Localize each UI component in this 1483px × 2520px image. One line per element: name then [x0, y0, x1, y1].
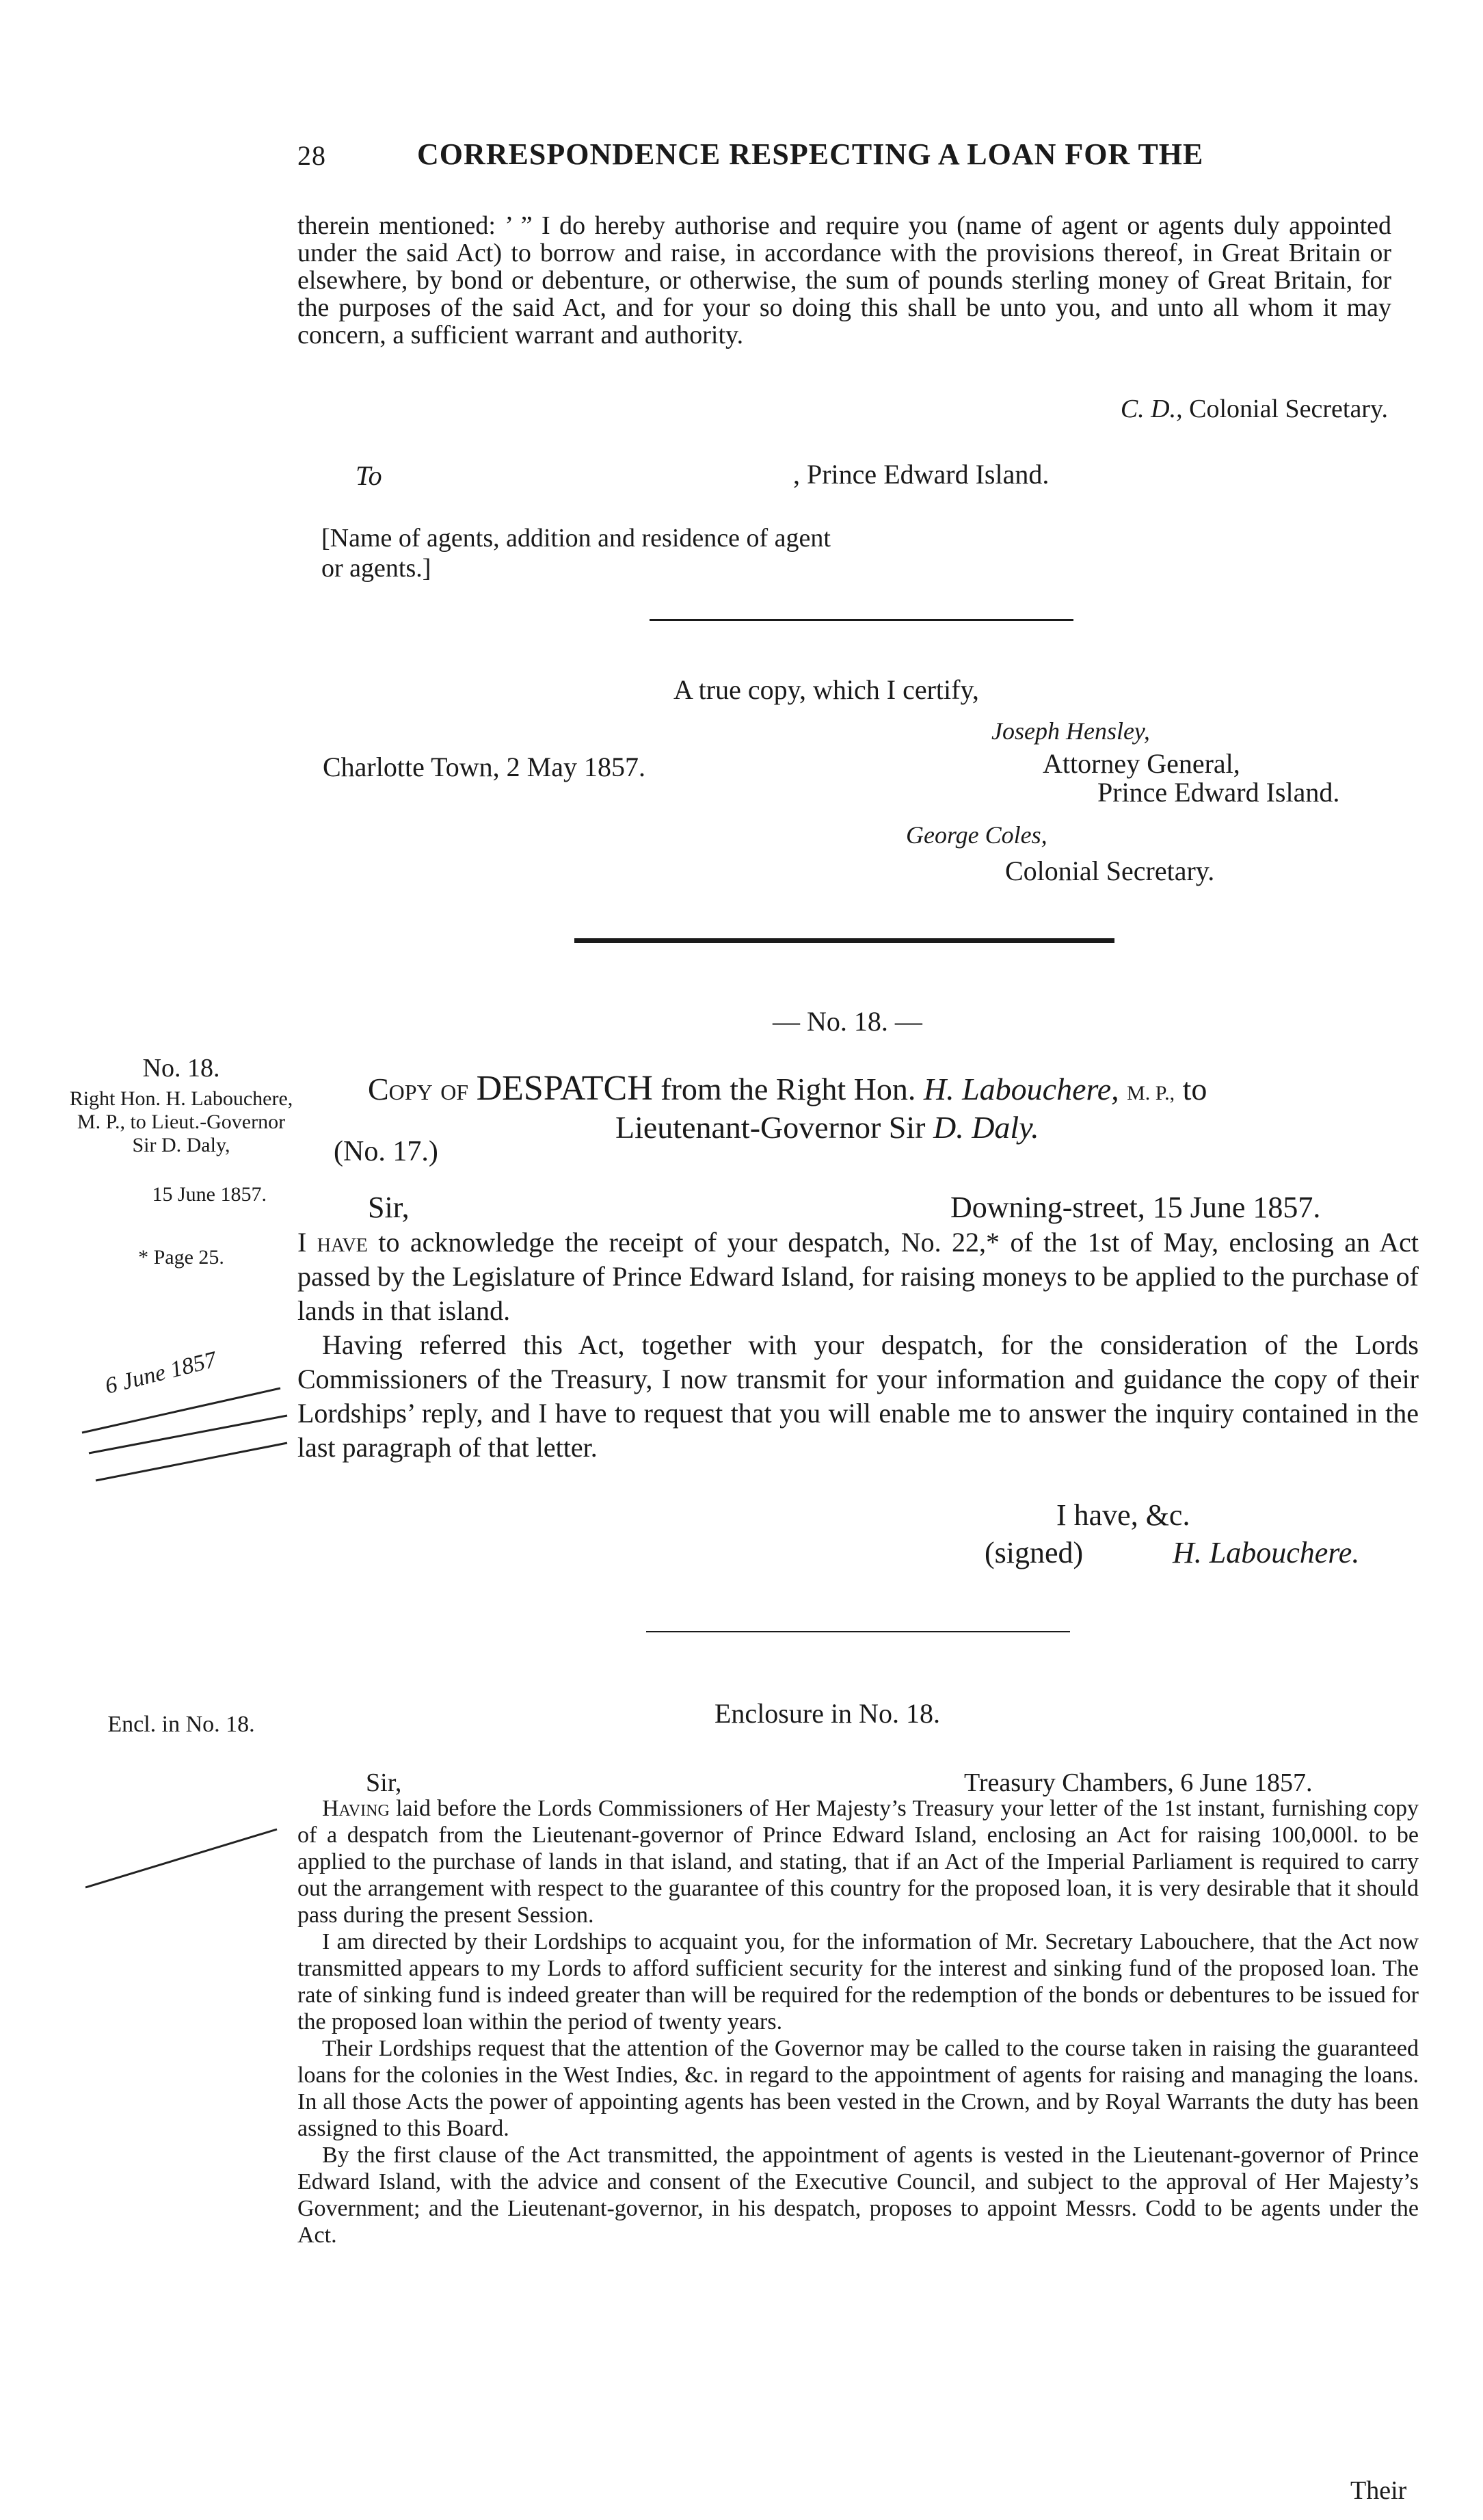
- despatch-heading-line2: [615, 1109, 1039, 1145]
- margin-despatch-from: Right Hon. H. Labouchere, M. P., to Lieut.-Governor Sir D. Daly,: [69, 1087, 293, 1156]
- para1-text: to acknowledge the receipt of your despatch, No. 22,* of the 1st of May, enclosing an Act passed by the Legislature of Prince Edward Island, for raising moneys to be applied to the purchase of lands in that island.: [297, 1227, 1419, 1326]
- true-copy-line: A true copy, which I certify,: [673, 674, 979, 705]
- signature-hensley: Joseph Hensley,: [991, 717, 1150, 745]
- warrant-signed-initials: C. D.,: [1120, 395, 1183, 423]
- heading-recipient-title: Lieutenant-Governor Sir: [615, 1110, 926, 1145]
- warrant-signature: [752, 395, 1388, 423]
- despatch-number: — No. 18. —: [773, 1006, 922, 1037]
- to-place: , Prince Edward Island.: [793, 459, 1050, 490]
- heading-copy-of: Copy of: [368, 1072, 469, 1106]
- margin-despatch-no: No. 18.: [142, 1054, 220, 1083]
- enclosure-title: Enclosure in No. 18.: [714, 1698, 940, 1729]
- divider-2: [646, 1631, 1070, 1632]
- enclosure-para-4: By the first clause of the Act transmitted, the appointment of agents is vested in the Lieutenant-governor of Prince Edward Island, with the advice and consent of the Executive Council, and subject to the approval of Her Majesty’s Government; and the Lieutenant-governor, in his despatch, proposes to appoint Messrs. Codd to be agents under the Act.: [297, 2143, 1419, 2248]
- to-label: To: [356, 460, 382, 491]
- bracket-note: [Name of agents, addition and residence of agent or agents.]: [321, 524, 831, 583]
- divider: [650, 619, 1073, 621]
- margin-page-ref: * Page 25.: [138, 1246, 224, 1269]
- catchword: Their: [1350, 2476, 1407, 2505]
- heading-sender-name: H. Labouchere,: [923, 1072, 1119, 1106]
- enclosure-place-date: Treasury Chambers, 6 June 1857.: [964, 1768, 1313, 1797]
- hensley-title-2: Prince Edward Island.: [1097, 777, 1340, 808]
- enclosure-para1-initial: Having: [322, 1796, 390, 1821]
- enclosure-para-1: [297, 1795, 1419, 1928]
- despatch-signed-label: (signed): [985, 1536, 1084, 1569]
- section-divider: [574, 938, 1114, 943]
- heading-mp: M. P.,: [1127, 1082, 1175, 1104]
- despatch-signed-name: H. Labouchere.: [1173, 1536, 1360, 1569]
- certification-place-date: Charlotte Town, 2 May 1857.: [323, 752, 645, 782]
- despatch-para-1: [297, 1225, 1419, 1328]
- enclosure-salutation: Sir,: [366, 1768, 402, 1797]
- heading-recipient-name: D. Daly.: [933, 1110, 1039, 1145]
- warrant-signed-title: Colonial Secretary.: [1189, 395, 1388, 423]
- heading-to: to: [1182, 1072, 1207, 1106]
- enclosure-body: [297, 1795, 1419, 2249]
- hensley-title-1: Attorney General,: [1043, 748, 1240, 779]
- margin-pen-stroke-2: [79, 1819, 284, 1901]
- signature-coles: George Coles,: [906, 821, 1047, 849]
- para1-initial: I have: [297, 1227, 368, 1258]
- enclosure-para-3: Their Lordships request that the attention of the Governor may be called to the course taken in raising the guaranteed loans for the colonies in the West Indies, &c. in regard to the appointment of agents for raising and managing the loans. In all those Acts the power of appointing agents has been vested in the Crown, and by Royal Warrants the duty has been assigned to this Board.: [297, 2036, 1419, 2141]
- despatch-heading-line1: [368, 1068, 1393, 1109]
- enclosure-para1-text: laid before the Lords Commissioners of Her Majesty’s Treasury your letter of the 1st instant, furnishing copy of a despatch from the Lieutenant-governor of Prince Edward Island, enclosing an Act for raising 100,000l. to be applied to the purchase of lands in that island, and stating, that if an Act of the Imperial Parliament is required to carry out the arrangement with respect to the guarantee of this country for the proposed loan, it is very desirable that it should pass during the present Session.: [297, 1796, 1419, 1928]
- warrant-paragraph: therein mentioned: ’ ” I do hereby authorise and require you (name of agent or agents duly appointed under the said Act) to borrow and raise, in accordance with the provisions thereof, in Great Britain or elsewhere, by bond or debenture, or otherwise, the sum of pounds sterling money of Great Britain, for the purposes of the said Act, and for your so doing this shall be unto you, and unto all whom it may concern, a sufficient warrant and authority.: [297, 211, 1391, 349]
- heading-despatch: DESPATCH: [476, 1069, 653, 1108]
- margin-enclosure-label: Encl. in No. 18.: [107, 1712, 255, 1737]
- heading-from: from the Right Hon.: [660, 1072, 916, 1106]
- margin-pen-strokes: [75, 1368, 294, 1491]
- enclosure-para-2: I am directed by their Lordships to acquaint you, for the information of Mr. Secretary Labouchere, that the Act now transmitted appears to my Lords to afford sufficient security for the interest and sinking fund of the proposed loan. The rate of sinking fund is indeed greater than will be required for the redemption of the bonds or debentures to be issued for the proposed loan within the period of twenty years.: [297, 1929, 1419, 2034]
- despatch-para-2: Having referred this Act, together with your despatch, for the consideration of the Lords Commissioners of the Treasury, I now transmit for your information and guidance the copy of their Lordships’ reply, and I have to request that you will enable me to answer the inquiry contained in the last paragraph of that letter.: [297, 1329, 1419, 1463]
- coles-title: Colonial Secretary.: [1005, 856, 1215, 886]
- margin-handwritten-date: 6 June 1857: [103, 1347, 219, 1399]
- despatch-place-date: Downing-street, 15 June 1857.: [950, 1191, 1321, 1224]
- despatch-sub-number: (No. 17.): [334, 1136, 438, 1167]
- despatch-body: [297, 1225, 1419, 1465]
- despatch-salutation: Sir,: [368, 1191, 410, 1224]
- despatch-closing: I have, &c.: [1056, 1498, 1190, 1532]
- page-number: 28: [297, 140, 326, 171]
- running-title: CORRESPONDENCE RESPECTING A LOAN FOR THE: [417, 137, 1204, 171]
- margin-despatch-date: 15 June 1857.: [152, 1183, 267, 1206]
